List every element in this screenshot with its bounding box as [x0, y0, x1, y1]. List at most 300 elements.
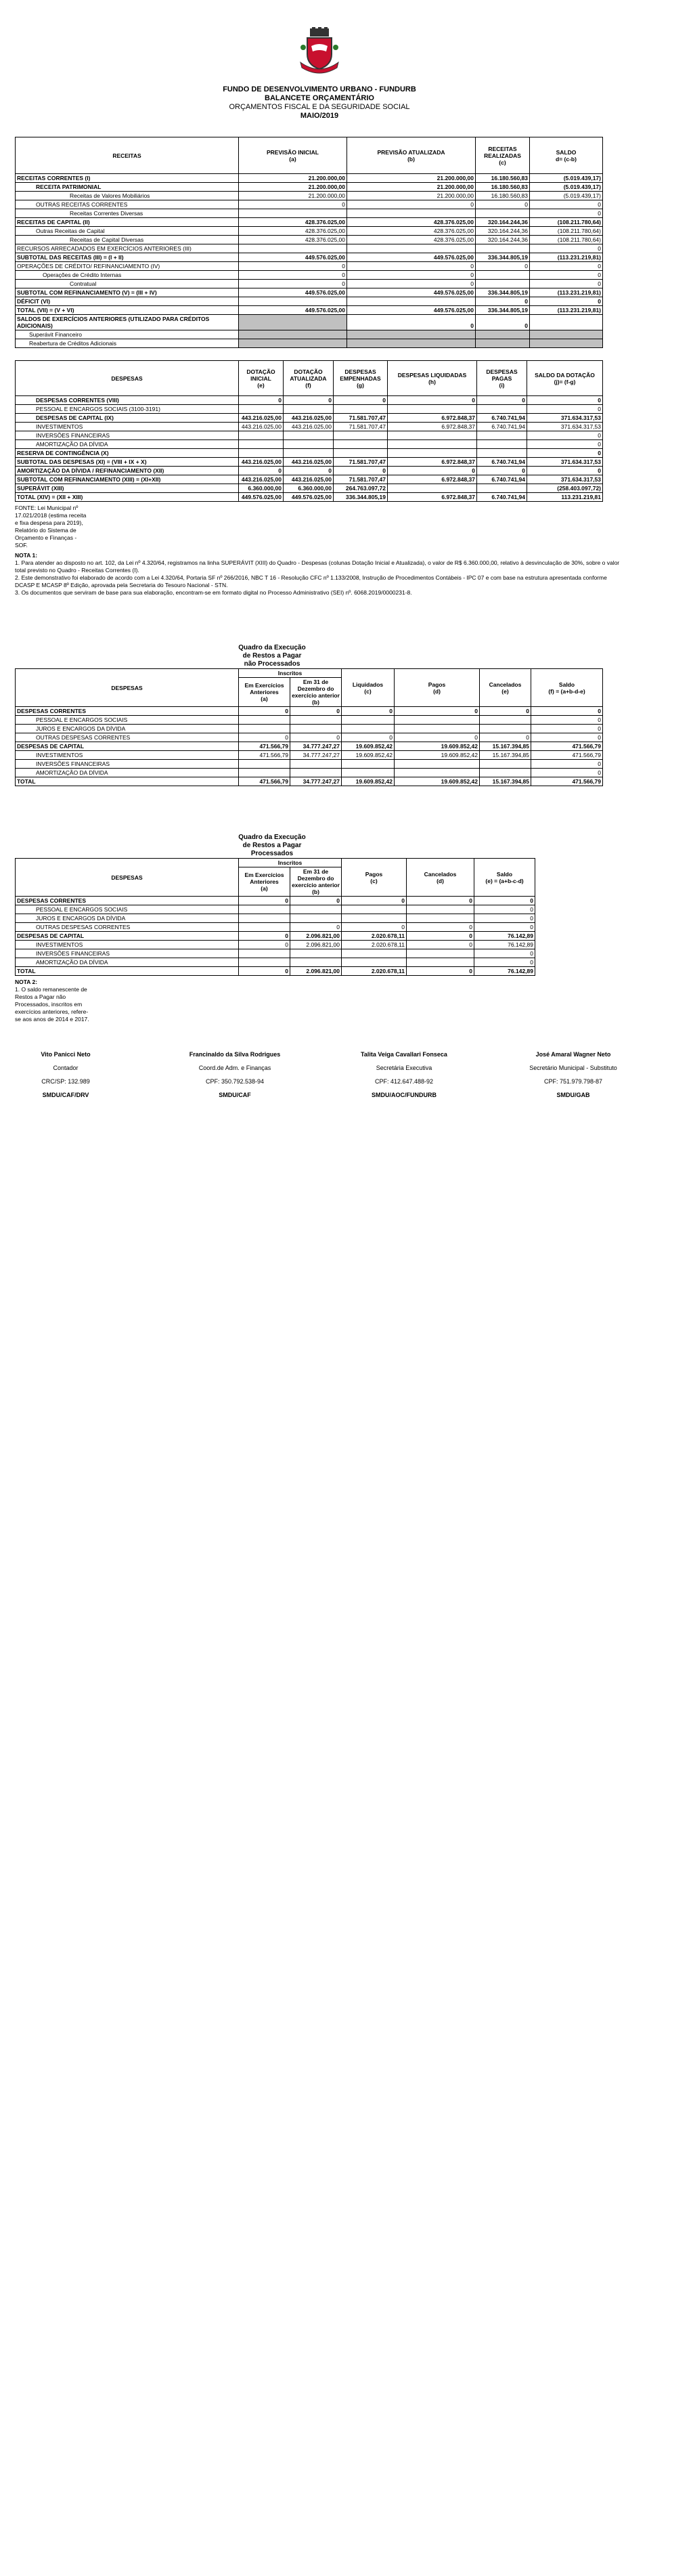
city-coat-of-arms-logo [299, 27, 340, 74]
table-row [16, 958, 535, 967]
signature-role: Secretário Municipal - Substituto [529, 1065, 617, 1071]
cell-value: 449.576.025,00 [239, 306, 347, 315]
cell-value [477, 431, 527, 440]
nota1-title: NOTA 1: [15, 552, 38, 559]
receitas-header: RECEITAS [16, 137, 239, 174]
row-label: RECURSOS ARRECADADOS EM EXERCÍCIOS ANTERIORES (III) [16, 244, 239, 253]
table-row [16, 414, 603, 423]
despesas-table [15, 360, 603, 502]
cell-value: 21.200.000,00 [239, 183, 347, 192]
rpp-saldo-header [474, 859, 535, 897]
cell-value: 0 [239, 262, 347, 271]
cell-value: 6.972.848,37 [388, 414, 477, 423]
table-row [16, 288, 603, 297]
signature-id: CRC/SP: 132.989 [41, 1078, 90, 1085]
cell-value: 2.020.678,11 [342, 967, 407, 976]
cell-value: 471.566,79 [531, 742, 603, 751]
cell-value: 0 [474, 923, 535, 932]
cell-value [476, 271, 530, 280]
cell-value: 0 [531, 707, 603, 716]
cell-value [530, 330, 603, 339]
cell-value: 449.576.025,00 [239, 288, 347, 297]
cell-value [284, 440, 334, 449]
cell-value: 19.609.852,42 [395, 751, 480, 760]
cell-value: (113.231.219,81) [530, 288, 603, 297]
table-row [16, 458, 603, 467]
col-code: (c) [364, 687, 372, 695]
cell-value: 449.576.025,00 [239, 493, 284, 502]
col-code: d= (c-b) [556, 155, 577, 163]
cell-value: 0 [388, 396, 477, 405]
cell-value [290, 949, 342, 958]
row-label: INVESTIMENTOS [16, 423, 239, 431]
cell-value: 443.216.025,00 [239, 423, 284, 431]
cell-value [239, 244, 347, 253]
cell-value [477, 449, 527, 458]
cell-value [284, 449, 334, 458]
header-fund-name: FUNDO DE DESENVOLVIMENTO URBANO - FUNDURB [223, 85, 416, 93]
cell-value: 0 [342, 923, 407, 932]
cell-value: 0 [334, 467, 388, 475]
table-row [16, 493, 603, 502]
cell-value: 2.096.821,00 [290, 932, 342, 941]
col-code: (h) [428, 378, 436, 385]
col-label: SALDO DA DOTAÇÃO [535, 371, 595, 379]
row-label: Receitas Correntes Diversas [16, 209, 239, 218]
cell-value: 0 [474, 949, 535, 958]
cell-value: 0 [480, 733, 531, 742]
cell-value [395, 716, 480, 725]
table-row [16, 423, 603, 431]
cell-value: 6.740.741,94 [477, 423, 527, 431]
rpp-despesas-header: DESPESAS [16, 859, 239, 897]
cell-value: 0 [527, 396, 603, 405]
cell-value: 0 [407, 923, 474, 932]
cell-value: 71.581.707,47 [334, 414, 388, 423]
cell-value: (113.231.219,81) [530, 253, 603, 262]
row-label: OUTRAS RECEITAS CORRENTES [16, 200, 239, 209]
cell-value [388, 431, 477, 440]
rpn-despesas-header: DESPESAS [16, 669, 239, 707]
table-row [16, 769, 603, 777]
cell-value [342, 716, 395, 725]
cell-value: 428.376.025,00 [347, 218, 476, 227]
cell-value [239, 725, 290, 733]
table-row [16, 941, 535, 949]
cell-value: 449.576.025,00 [347, 288, 476, 297]
cell-value: 428.376.025,00 [347, 236, 476, 244]
table-row [16, 949, 535, 958]
cell-value: (258.403.097,72) [527, 484, 603, 493]
report-header [15, 85, 624, 121]
cell-value: (108.211.780,64) [530, 227, 603, 236]
cell-value: 19.609.852,42 [342, 742, 395, 751]
rpp-pagos-header [342, 859, 407, 897]
cell-value: (108.211.780,64) [530, 236, 603, 244]
table-row [16, 777, 603, 786]
row-label: Receitas de Valores Mobiliários [16, 192, 239, 200]
cell-value [476, 209, 530, 218]
row-label: TOTAL (VII) = (V + VI) [16, 306, 239, 315]
cell-value [388, 440, 477, 449]
cell-value: 71.581.707,47 [334, 475, 388, 484]
col-code: (b) [407, 155, 415, 163]
header-report-title: BALANCETE ORÇAMENTÁRIO [265, 94, 374, 102]
cell-value: 0 [531, 733, 603, 742]
cell-value: 0 [531, 769, 603, 777]
col-label: Cancelados [424, 870, 457, 878]
cell-value [239, 769, 290, 777]
row-label: RECEITAS CORRENTES (I) [16, 174, 239, 183]
col-code: (f) [305, 381, 311, 389]
rp-nao-processados-title: Quadro da Execução de Restos a Pagar não Processados [238, 644, 306, 668]
cell-value: 371.634.317,53 [527, 458, 603, 467]
cell-value [239, 905, 290, 914]
cell-value: 0 [527, 467, 603, 475]
cell-value: 443.216.025,00 [239, 414, 284, 423]
col-code: (b) [312, 699, 319, 706]
rpp-cancelados-header [407, 859, 474, 897]
cell-value: 336.344.805,19 [476, 306, 530, 315]
cell-value [239, 760, 290, 769]
cell-value: 0 [407, 897, 474, 905]
cell-value: 0 [474, 905, 535, 914]
cell-value: 428.376.025,00 [239, 218, 347, 227]
header-period: MAIO/2019 [300, 112, 339, 120]
row-label: INVERSÕES FINANCEIRAS [16, 949, 239, 958]
cell-value: 6.972.848,37 [388, 493, 477, 502]
receitas-realizadas-header [476, 137, 530, 174]
col-label: Em Exercícios Anteriores [244, 872, 284, 885]
col-code: (b) [312, 888, 319, 895]
table-row [16, 905, 535, 914]
previsao-inicial-header [239, 137, 347, 174]
col-label: Liquidados [352, 681, 384, 688]
cell-value: 0 [476, 297, 530, 306]
table-row [16, 271, 603, 280]
cell-value: 0 [480, 707, 531, 716]
row-label: SALDOS DE EXERCÍCIOS ANTERIORES (UTILIZADO PARA CRÉDITOS ADICIONAIS) [16, 315, 239, 330]
despesas-pagas-header [477, 361, 527, 396]
cell-value [334, 431, 388, 440]
row-label: OUTRAS DESPESAS CORRENTES [16, 923, 239, 932]
cell-value [407, 914, 474, 923]
cell-value [347, 244, 476, 253]
row-label: OPERAÇÕES DE CRÉDITO/ REFINANCIAMENTO (IV) [16, 262, 239, 271]
cell-value [395, 760, 480, 769]
table-row [16, 467, 603, 475]
row-label: INVERSÕES FINANCEIRAS [16, 760, 239, 769]
header-budget-type: ORÇAMENTOS FISCAL E DA SEGURIDADE SOCIAL [229, 103, 410, 111]
signature-unit: SMDU/CAF [219, 1092, 251, 1098]
cell-value [476, 244, 530, 253]
cell-value: 320.164.244,36 [476, 236, 530, 244]
rpn-pagos-header [395, 669, 480, 707]
table-row [16, 725, 603, 733]
col-code: (e) [257, 381, 265, 389]
cell-value: 16.180.560,83 [476, 192, 530, 200]
row-label: INVERSÕES FINANCEIRAS [16, 431, 239, 440]
cell-value: 76.142,89 [474, 941, 535, 949]
cell-value: 471.566,79 [239, 777, 290, 786]
col-code: (i) [499, 381, 505, 389]
col-code: (a) [261, 695, 268, 702]
row-label: RECEITA PATRIMONIAL [16, 183, 239, 192]
col-label: Pagos [428, 681, 446, 688]
row-label: Outras Receitas de Capital [16, 227, 239, 236]
table-row [16, 923, 535, 932]
signature-id: CPF: 751.979.798-87 [543, 1078, 603, 1085]
cell-value: 0 [239, 707, 290, 716]
cell-value: 0 [239, 200, 347, 209]
table-row [16, 200, 603, 209]
col-label: DESPESAS PAGAS [486, 368, 518, 382]
cell-value: 0 [239, 897, 290, 905]
row-label: Operações de Crédito Internas [16, 271, 239, 280]
cell-value: 76.142,89 [474, 967, 535, 976]
cell-value: 0 [527, 405, 603, 414]
rp-processados-table [15, 858, 535, 976]
cell-value: 2.096.821,00 [290, 967, 342, 976]
col-label: PREVISÃO ATUALIZADA [377, 148, 445, 156]
cell-value: 34.777.247,27 [290, 777, 342, 786]
cell-value [290, 725, 342, 733]
cell-value [347, 330, 476, 339]
nota1-item: 1. Para atender ao disposto no art. 102, da Lei nº 4.320/64, registramos na linha SUPERÁVIT (XIII) do Quadro - Despesas (colunas Dotação Inicial e Atualizada), o valor de R$ 6.360.000,00, relativo à desvinculação de 30%, sobre o valor total previsto no Quadro - Receitas Correntes (I). [15, 559, 620, 574]
table-row [16, 440, 603, 449]
table-row [16, 449, 603, 458]
table-row [16, 280, 603, 288]
cell-value: 71.581.707,47 [334, 423, 388, 431]
cell-value [290, 914, 342, 923]
row-label: DESPESAS DE CAPITAL (IX) [16, 414, 239, 423]
cell-value [284, 405, 334, 414]
cell-value [239, 449, 284, 458]
signature-unit: SMDU/GAB [556, 1092, 590, 1098]
col-label: SALDO [556, 148, 577, 156]
cell-value: 16.180.560,83 [476, 174, 530, 183]
cell-value: 2.020.678,11 [342, 932, 407, 941]
row-label: TOTAL (XIV) = (XII + XIII) [16, 493, 239, 502]
cell-value: 320.164.244,36 [476, 227, 530, 236]
row-label: PESSOAL E ENCARGOS SOCIAIS [16, 716, 239, 725]
table-row [16, 209, 603, 218]
cell-value [476, 280, 530, 288]
cell-value: 6.740.741,94 [477, 493, 527, 502]
cell-value [388, 449, 477, 458]
cell-value [239, 914, 290, 923]
signature-role: Contador [53, 1065, 79, 1071]
cell-value: 0 [531, 725, 603, 733]
nota1 [15, 552, 624, 597]
cell-value [476, 330, 530, 339]
signature [15, 1050, 116, 1104]
cell-value [334, 405, 388, 414]
table-row [16, 192, 603, 200]
cell-value: 0 [530, 297, 603, 306]
cell-value: 0 [239, 967, 290, 976]
signature-name: Talita Veiga Cavallari Fonseca [361, 1051, 447, 1058]
cell-value: 0 [527, 440, 603, 449]
cell-value: 0 [474, 897, 535, 905]
cell-value [480, 716, 531, 725]
cell-value [239, 330, 347, 339]
cell-value: 71.581.707,47 [334, 458, 388, 467]
despesas-header: DESPESAS [16, 361, 239, 396]
cell-value: 0 [531, 760, 603, 769]
col-code: (c) [499, 158, 506, 166]
cell-value [290, 958, 342, 967]
table-row [16, 484, 603, 493]
row-label: JUROS E ENCARGOS DA DÍVIDA [16, 725, 239, 733]
cell-value [290, 716, 342, 725]
col-code: (g) [357, 381, 364, 389]
cell-value: 0 [530, 200, 603, 209]
row-label: DESPESAS DE CAPITAL [16, 932, 239, 941]
cell-value [530, 339, 603, 348]
row-label: AMORTIZAÇÃO DA DÍVIDA [16, 958, 239, 967]
cell-value: 336.344.805,19 [476, 288, 530, 297]
table-row [16, 253, 603, 262]
cell-value: 0 [530, 209, 603, 218]
row-label: SUBTOTAL COM REFINANCIAMENTO (XIII) = (XI+XII) [16, 475, 239, 484]
table-row [16, 315, 603, 330]
signature-name: Francinaldo da Silva Rodrigues [189, 1051, 281, 1058]
cell-value: 113.231.219,81 [527, 493, 603, 502]
table-row [16, 405, 603, 414]
row-label: PESSOAL E ENCARGOS SOCIAIS [16, 905, 239, 914]
cell-value: 443.216.025,00 [284, 423, 334, 431]
dotacao-atualizada-header [284, 361, 334, 396]
cell-value: 336.344.805,19 [334, 493, 388, 502]
table-row [16, 431, 603, 440]
cell-value: 16.180.560,83 [476, 183, 530, 192]
cell-value [239, 297, 347, 306]
cell-value: (108.211.780,64) [530, 218, 603, 227]
cell-value: 0 [407, 932, 474, 941]
rp-processados-title: Quadro da Execução de Restos a Pagar Processados [238, 834, 306, 857]
cell-value [239, 339, 347, 348]
cell-value: 0 [290, 707, 342, 716]
nota2 [15, 979, 89, 1023]
cell-value: 0 [388, 467, 477, 475]
table-row [16, 897, 535, 905]
cell-value: 19.609.852,42 [342, 751, 395, 760]
cell-value: (113.231.219,81) [530, 306, 603, 315]
cell-value [347, 297, 476, 306]
table-row [16, 330, 603, 339]
cell-value: 34.777.247,27 [290, 742, 342, 751]
table-row [16, 967, 535, 976]
row-label: TOTAL [16, 967, 239, 976]
receitas-table [15, 137, 603, 348]
cell-value [342, 914, 407, 923]
cell-value: 0 [239, 280, 347, 288]
col-code: (d) [433, 687, 441, 695]
row-label: AMORTIZAÇÃO DA DÍVIDA / REFINANCIAMENTO (XII) [16, 467, 239, 475]
cell-value: 449.576.025,00 [284, 493, 334, 502]
cell-value [239, 315, 347, 330]
signature [184, 1050, 286, 1104]
table-row [16, 227, 603, 236]
cell-value: 6.740.741,94 [477, 475, 527, 484]
table-row [16, 218, 603, 227]
signature-role: Coord.de Adm. e Finanças [198, 1065, 271, 1071]
row-label: DESPESAS CORRENTES [16, 897, 239, 905]
signature [522, 1050, 624, 1104]
row-label: TOTAL [16, 777, 239, 786]
row-label: SUBTOTAL DAS DESPESAS (XI) = (VIII + IX + X) [16, 458, 239, 467]
cell-value: 0 [284, 396, 334, 405]
nota2-text: 1. O saldo remanescente de Restos a Pagar não Processados, inscritos em exercícios anteriores, refere-se aos anos de 2014 e 2017. [15, 986, 89, 1023]
cell-value: 0 [476, 315, 530, 330]
cell-value [239, 923, 290, 932]
row-label: DESPESAS CORRENTES [16, 707, 239, 716]
col-code: (j)= (f-g) [554, 378, 576, 385]
col-code: (e) = (a+b-c-d) [485, 877, 524, 884]
dotacao-inicial-header [239, 361, 284, 396]
table-row [16, 475, 603, 484]
row-label: AMORTIZAÇÃO DA DÍVIDA [16, 769, 239, 777]
signature-unit: SMDU/AOC/FUNDURB [372, 1092, 437, 1098]
cell-value: 6.972.848,37 [388, 475, 477, 484]
cell-value [477, 440, 527, 449]
rpp-31-dezembro-header [290, 867, 342, 897]
cell-value: 0 [239, 941, 290, 949]
col-label: Pagos [365, 870, 383, 878]
cell-value: 443.216.025,00 [239, 475, 284, 484]
cell-value: 336.344.805,19 [476, 253, 530, 262]
cell-value: 0 [477, 467, 527, 475]
cell-value: 21.200.000,00 [347, 174, 476, 183]
signature-id: CPF: 350.792.538-94 [205, 1078, 265, 1085]
cell-value: 0 [527, 431, 603, 440]
signatures-block [15, 1050, 624, 1104]
col-label: Em Exercícios Anteriores [244, 682, 284, 695]
document-page [15, 27, 624, 1104]
rpn-saldo-header [531, 669, 603, 707]
cell-value: 0 [531, 716, 603, 725]
cell-value: 0 [347, 271, 476, 280]
cell-value: 21.200.000,00 [239, 174, 347, 183]
cell-value: 264.763.097,72 [334, 484, 388, 493]
signature-name: Vito Panicci Neto [41, 1051, 91, 1058]
cell-value [395, 725, 480, 733]
cell-value [239, 209, 347, 218]
cell-value [388, 405, 477, 414]
table-row [16, 707, 603, 716]
row-label: PESSOAL E ENCARGOS SOCIAIS (3100-3191) [16, 405, 239, 414]
cell-value [480, 725, 531, 733]
cell-value: 19.609.852,42 [395, 777, 480, 786]
row-label: RECEITAS DE CAPITAL (II) [16, 218, 239, 227]
cell-value: 15.167.394,85 [480, 777, 531, 786]
cell-value: 443.216.025,00 [284, 414, 334, 423]
table-row [16, 733, 603, 742]
cell-value [347, 339, 476, 348]
col-code: (d) [437, 877, 444, 884]
cell-value: 6.972.848,37 [388, 423, 477, 431]
cell-value [290, 760, 342, 769]
cell-value [239, 405, 284, 414]
cell-value [342, 958, 407, 967]
cell-value: 0 [395, 707, 480, 716]
cell-value: 34.777.247,27 [290, 751, 342, 760]
col-label: PREVISÃO INICIAL [267, 148, 319, 156]
cell-value [239, 716, 290, 725]
col-label: Saldo [558, 681, 575, 688]
cell-value: 0 [342, 897, 407, 905]
